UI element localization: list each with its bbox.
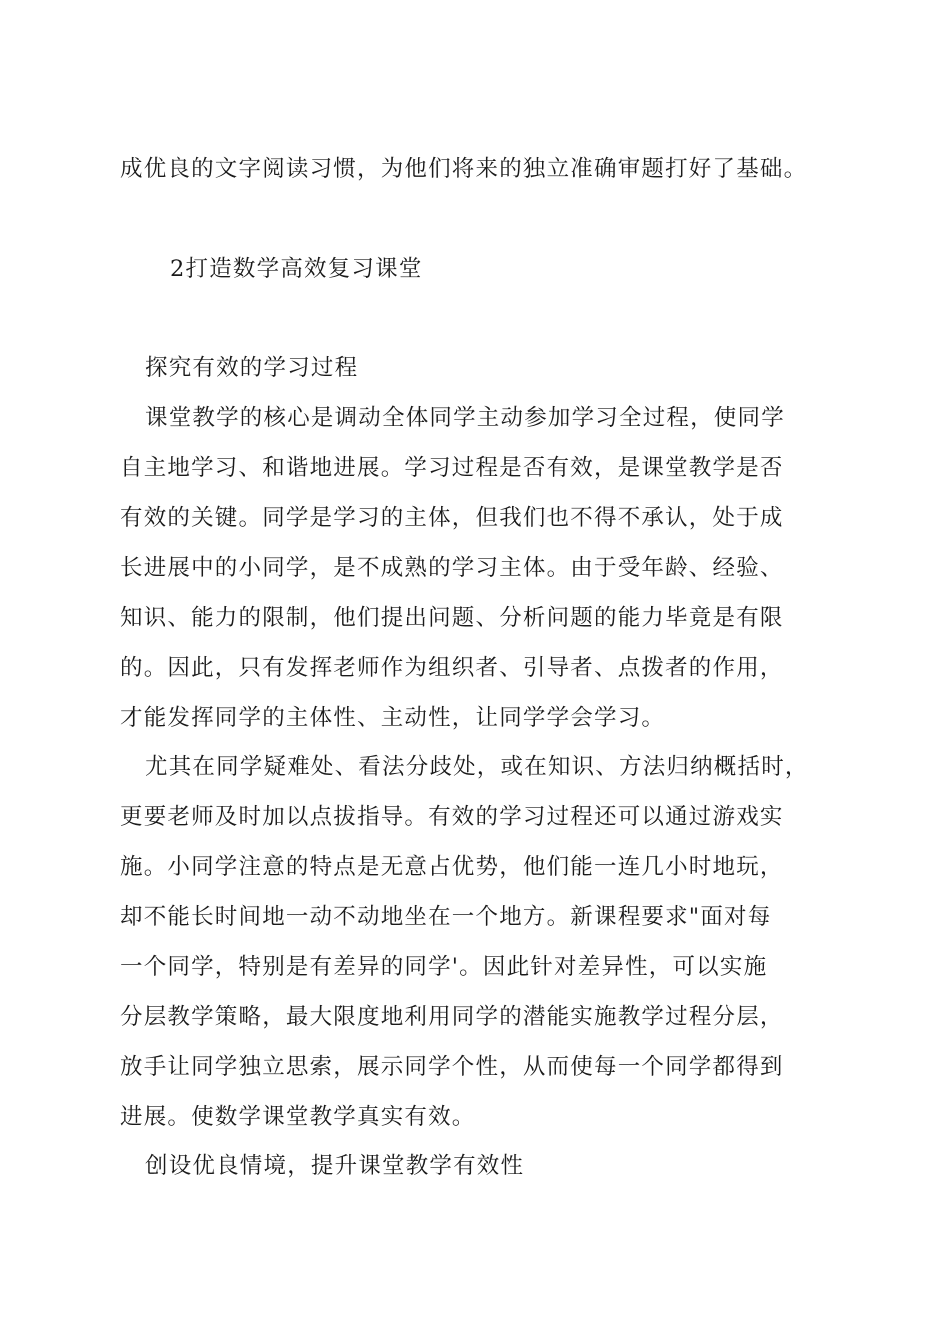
subsection-heading: 探究有效的学习过程: [145, 355, 359, 381]
paragraph-line: 进展。使数学课堂教学真实有效。: [120, 1104, 476, 1130]
paragraph-line: 知识、能力的限制，他们提出问题、分析问题的能力毕竟是有限: [120, 605, 784, 631]
paragraph-line: 却不能长时间地一动不动地坐在一个地方。新课程要求"面对每: [120, 904, 772, 930]
subsection-heading: 创设优良情境，提升课堂教学有效性: [145, 1153, 525, 1179]
paragraph-line: 的。因此，只有发挥老师作为组织者、引导者、点拨者的作用，: [120, 655, 784, 681]
paragraph-line: 成优良的文字阅读习惯，为他们将来的独立准确审题打好了基础。: [120, 156, 808, 182]
section-heading: 2打造数学高效复习课堂: [170, 256, 423, 282]
paragraph-line: 更要老师及时加以点拔指导。有效的学习过程还可以通过游戏实: [120, 804, 784, 830]
paragraph-line: 自主地学习、和谐地进展。学习过程是否有效，是课堂教学是否: [120, 455, 784, 481]
paragraph-line: 尤其在同学疑难处、看法分歧处，或在知识、方法归纳概括时，: [145, 754, 809, 780]
paragraph-line: 分层教学策略，最大限度地利用同学的潜能实施教学过程分层，: [120, 1004, 784, 1030]
paragraph-line: 放手让同学独立思索，展示同学个性，从而使每一个同学都得到: [120, 1054, 784, 1080]
paragraph-line: 一个同学，特别是有差异的同学'。因此针对差异性，可以实施: [120, 954, 768, 980]
paragraph-line: 施。小同学注意的特点是无意占优势，他们能一连几小时地玩，: [120, 854, 784, 880]
paragraph-line: 有效的关键。同学是学习的主体，但我们也不得不承认，处于成: [120, 505, 784, 531]
paragraph-line: 才能发挥同学的主体性、主动性，让同学学会学习。: [120, 705, 666, 731]
paragraph-line: 课堂教学的核心是调动全体同学主动参加学习全过程，使同学: [145, 405, 785, 431]
paragraph-line: 长进展中的小同学，是不成熟的学习主体。由于受年龄、经验、: [120, 555, 784, 581]
